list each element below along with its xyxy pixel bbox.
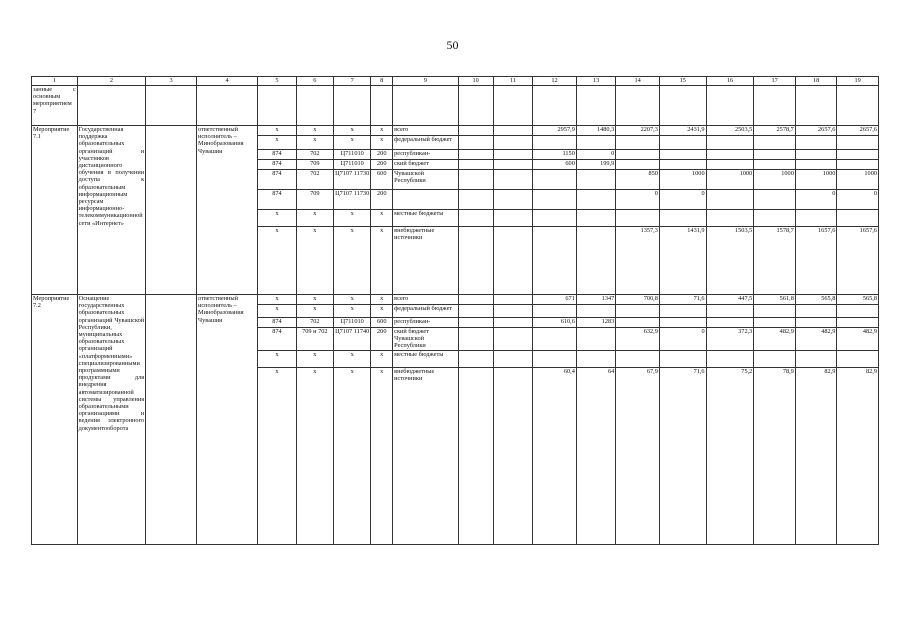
value-cell <box>706 318 754 328</box>
table-row <box>32 295 879 305</box>
code-cell: x <box>296 126 333 136</box>
funding-source: федеральный бюджет <box>393 136 458 150</box>
measure-label: Мероприятие 7.2 <box>32 295 78 545</box>
code-cell: 200 <box>371 190 393 210</box>
code-cell: 874 <box>258 328 296 351</box>
intro-text: занные с основным мероприятием 7 <box>32 86 78 126</box>
value-cell <box>795 318 837 328</box>
value-cell <box>533 328 577 351</box>
value-cell <box>458 295 493 305</box>
value-cell: 75,2 <box>706 367 754 544</box>
code-cell: 702 <box>296 170 333 190</box>
value-cell: 700,8 <box>616 295 660 305</box>
code-cell: x <box>296 227 333 295</box>
funding-source: внебюджетные источники <box>393 367 458 544</box>
value-cell <box>706 160 754 170</box>
budget-table <box>31 76 879 545</box>
code-cell: 709 <box>296 190 333 210</box>
value-cell <box>458 350 493 367</box>
value-cell: 1000 <box>837 170 879 190</box>
value-cell <box>659 160 706 170</box>
table-cell <box>258 86 296 126</box>
funding-source: республикан- <box>393 318 458 328</box>
value-cell: 372,3 <box>706 328 754 351</box>
funding-source: местные бюджеты <box>393 210 458 227</box>
table-row <box>32 126 879 136</box>
value-cell: 600 <box>533 160 577 170</box>
value-cell: 482,9 <box>795 328 837 351</box>
column-header: 17 <box>754 77 796 86</box>
code-cell: x <box>258 210 296 227</box>
value-cell <box>493 367 532 544</box>
value-cell: 2657,6 <box>795 126 837 136</box>
value-cell <box>616 160 660 170</box>
value-cell <box>754 350 796 367</box>
funding-source: местные бюджеты <box>393 350 458 367</box>
column-header: 2 <box>77 77 146 86</box>
value-cell <box>458 170 493 190</box>
code-cell: Ц7107 11740 <box>334 328 371 351</box>
value-cell: 1150 <box>533 150 577 160</box>
column-header: 7 <box>334 77 371 86</box>
value-cell <box>533 350 577 367</box>
value-cell <box>458 328 493 351</box>
value-cell <box>493 318 532 328</box>
code-cell: 874 <box>258 318 296 328</box>
value-cell <box>837 305 879 318</box>
code-cell: x <box>296 210 333 227</box>
value-cell <box>493 210 532 227</box>
value-cell <box>616 318 660 328</box>
value-cell <box>458 318 493 328</box>
column-header: 10 <box>458 77 493 86</box>
value-cell <box>458 190 493 210</box>
value-cell <box>576 305 615 318</box>
value-cell: 2503,5 <box>706 126 754 136</box>
value-cell <box>576 190 615 210</box>
code-cell: x <box>334 305 371 318</box>
code-cell: x <box>371 350 393 367</box>
code-cell: x <box>371 227 393 295</box>
code-cell: x <box>334 227 371 295</box>
value-cell <box>659 350 706 367</box>
value-cell <box>616 305 660 318</box>
value-cell <box>576 136 615 150</box>
value-cell: 850 <box>616 170 660 190</box>
value-cell <box>493 170 532 190</box>
value-cell <box>616 210 660 227</box>
value-cell <box>493 305 532 318</box>
code-cell: 200 <box>371 328 393 351</box>
value-cell: 82,9 <box>837 367 879 544</box>
value-cell: 2957,9 <box>533 126 577 136</box>
code-cell: Ц7107 11730 <box>334 170 371 190</box>
table-cell <box>706 86 754 126</box>
empty-cell <box>146 126 197 295</box>
value-cell <box>659 150 706 160</box>
value-cell <box>576 350 615 367</box>
value-cell: 1657,6 <box>837 227 879 295</box>
value-cell: 561,8 <box>754 295 796 305</box>
page-number: 50 <box>446 38 459 52</box>
value-cell <box>795 136 837 150</box>
table-cell <box>371 86 393 126</box>
value-cell <box>754 210 796 227</box>
value-cell <box>795 305 837 318</box>
code-cell: Ц711010 <box>334 318 371 328</box>
column-header: 12 <box>533 77 577 86</box>
value-cell: 1000 <box>754 170 796 190</box>
funding-source: Чувашской Республики <box>393 170 458 190</box>
value-cell <box>533 136 577 150</box>
value-cell: 1657,6 <box>795 227 837 295</box>
value-cell <box>795 160 837 170</box>
value-cell <box>533 190 577 210</box>
value-cell <box>493 126 532 136</box>
value-cell <box>458 227 493 295</box>
code-cell: x <box>258 295 296 305</box>
table-cell <box>296 86 333 126</box>
code-cell: x <box>334 350 371 367</box>
code-cell: 709 и 702 <box>296 328 333 351</box>
value-cell: 1578,7 <box>754 227 796 295</box>
value-cell <box>706 190 754 210</box>
value-cell: 1000 <box>706 170 754 190</box>
measure-label: Мероприятие 7.1 <box>32 126 78 295</box>
intro-row <box>32 86 879 126</box>
funding-source: ский бюджет <box>393 160 458 170</box>
measure-name: Оснащение государственных образовательных организаций Чувашской Республики, муниципальных образовательных организаций «платформенными» специализированными программными продуктами для внедрения автоматизированной системы управления образовательными организациями и ведения электронного документооборота <box>77 295 146 545</box>
code-cell: 874 <box>258 150 296 160</box>
value-cell <box>837 210 879 227</box>
value-cell <box>458 150 493 160</box>
column-header: 11 <box>493 77 532 86</box>
table-cell <box>493 86 532 126</box>
code-cell: 600 <box>371 318 393 328</box>
value-cell <box>616 350 660 367</box>
measure-executor: ответственный исполнитель – Минобразования Чувашии <box>197 126 258 295</box>
value-cell <box>659 305 706 318</box>
column-header: 5 <box>258 77 296 86</box>
column-header: 4 <box>197 77 258 86</box>
table-cell <box>795 86 837 126</box>
column-header: 19 <box>837 77 879 86</box>
value-cell <box>706 136 754 150</box>
value-cell: 1357,3 <box>616 227 660 295</box>
value-cell <box>837 318 879 328</box>
table-cell <box>334 86 371 126</box>
value-cell <box>458 367 493 544</box>
value-cell <box>576 170 615 190</box>
value-cell: 2207,3 <box>616 126 660 136</box>
value-cell <box>616 150 660 160</box>
value-cell <box>837 136 879 150</box>
code-cell: x <box>296 350 333 367</box>
measure-name: Государственная поддержка образовательных организаций и участников дистанционного обучения в получении доступа к образовательным информационным ресурсам информационно-телекоммуникационной сети «Интернет» <box>77 126 146 295</box>
code-cell: Ц711010 <box>334 150 371 160</box>
value-cell: 1503,5 <box>706 227 754 295</box>
column-header: 3 <box>146 77 197 86</box>
value-cell: 1347 <box>576 295 615 305</box>
code-cell: 702 <box>296 318 333 328</box>
table-cell <box>837 86 879 126</box>
value-cell: 60,4 <box>533 367 577 544</box>
value-cell <box>533 170 577 190</box>
value-cell: 1431,9 <box>659 227 706 295</box>
funding-source: ский бюджет Чувашской Республики <box>393 328 458 351</box>
column-header: 15 <box>659 77 706 86</box>
value-cell: 1000 <box>659 170 706 190</box>
value-cell: 565,8 <box>837 295 879 305</box>
value-cell <box>754 305 796 318</box>
value-cell: 78,9 <box>754 367 796 544</box>
table-cell <box>533 86 577 126</box>
value-cell: 447,5 <box>706 295 754 305</box>
table-cell <box>146 86 197 126</box>
value-cell: 1480,3 <box>576 126 615 136</box>
value-cell <box>493 295 532 305</box>
code-cell: 600 <box>371 170 393 190</box>
code-cell: x <box>371 305 393 318</box>
code-cell: x <box>334 126 371 136</box>
value-cell: 0 <box>659 190 706 210</box>
code-cell: 200 <box>371 150 393 160</box>
column-header: 13 <box>576 77 615 86</box>
value-cell <box>458 305 493 318</box>
value-cell: 2578,7 <box>754 126 796 136</box>
value-cell <box>754 190 796 210</box>
value-cell: 199,9 <box>576 160 615 170</box>
code-cell: x <box>258 367 296 544</box>
funding-source: всего <box>393 126 458 136</box>
value-cell <box>576 210 615 227</box>
value-cell <box>754 150 796 160</box>
value-cell <box>754 160 796 170</box>
table-cell <box>659 86 706 126</box>
code-cell: x <box>334 136 371 150</box>
code-cell: x <box>258 350 296 367</box>
value-cell <box>458 160 493 170</box>
table-cell <box>754 86 796 126</box>
value-cell <box>706 150 754 160</box>
code-cell: x <box>296 367 333 544</box>
table-cell <box>393 86 458 126</box>
value-cell <box>493 328 532 351</box>
code-cell: 702 <box>296 150 333 160</box>
table-cell <box>458 86 493 126</box>
value-cell <box>795 210 837 227</box>
value-cell <box>493 136 532 150</box>
code-cell: x <box>258 136 296 150</box>
value-cell <box>837 160 879 170</box>
value-cell <box>706 350 754 367</box>
code-cell: x <box>371 126 393 136</box>
value-cell <box>493 227 532 295</box>
value-cell: 1283 <box>576 318 615 328</box>
code-cell: x <box>296 295 333 305</box>
value-cell <box>754 136 796 150</box>
value-cell: 2431,9 <box>659 126 706 136</box>
value-cell <box>458 210 493 227</box>
code-cell: Ц7107 11730 <box>334 190 371 210</box>
value-cell <box>533 227 577 295</box>
value-cell <box>576 328 615 351</box>
value-cell <box>493 350 532 367</box>
code-cell: x <box>371 136 393 150</box>
measure-executor: ответственный исполнитель – Минобразования Чувашии <box>197 295 258 545</box>
value-cell: 71,6 <box>659 295 706 305</box>
value-cell <box>458 136 493 150</box>
value-cell: 482,9 <box>754 328 796 351</box>
table-cell <box>77 86 146 126</box>
code-cell: Ц711010 <box>334 160 371 170</box>
value-cell: 565,8 <box>795 295 837 305</box>
funding-source: внебюджетные источники <box>393 227 458 295</box>
value-cell: 482,9 <box>837 328 879 351</box>
code-cell: x <box>258 305 296 318</box>
code-cell: x <box>334 295 371 305</box>
value-cell <box>659 136 706 150</box>
value-cell: 610,6 <box>533 318 577 328</box>
code-cell: x <box>371 295 393 305</box>
value-cell: 64 <box>576 367 615 544</box>
table-cell <box>616 86 660 126</box>
value-cell: 71,6 <box>659 367 706 544</box>
value-cell <box>706 210 754 227</box>
funding-source: всего <box>393 295 458 305</box>
funding-source: федеральный бюджет <box>393 305 458 318</box>
code-cell: x <box>258 126 296 136</box>
value-cell <box>493 190 532 210</box>
table-cell <box>576 86 615 126</box>
value-cell: 0 <box>616 190 660 210</box>
table-cell <box>197 86 258 126</box>
value-cell <box>837 350 879 367</box>
value-cell <box>706 305 754 318</box>
column-header: 9 <box>393 77 458 86</box>
value-cell <box>533 210 577 227</box>
value-cell: 67,9 <box>616 367 660 544</box>
value-cell: 671 <box>533 295 577 305</box>
empty-cell <box>146 295 197 545</box>
value-cell <box>837 150 879 160</box>
value-cell: 1000 <box>795 170 837 190</box>
value-cell <box>659 318 706 328</box>
value-cell <box>493 160 532 170</box>
value-cell: 0 <box>576 150 615 160</box>
value-cell <box>616 136 660 150</box>
code-cell: x <box>371 210 393 227</box>
code-cell: 874 <box>258 160 296 170</box>
code-cell: 874 <box>258 190 296 210</box>
value-cell <box>576 227 615 295</box>
column-header: 8 <box>371 77 393 86</box>
value-cell: 0 <box>837 190 879 210</box>
value-cell: 2657,6 <box>837 126 879 136</box>
code-cell: x <box>258 227 296 295</box>
code-cell: x <box>334 210 371 227</box>
code-cell: x <box>296 305 333 318</box>
value-cell: 0 <box>659 328 706 351</box>
value-cell: 632,9 <box>616 328 660 351</box>
value-cell <box>533 305 577 318</box>
code-cell: 709 <box>296 160 333 170</box>
code-cell: 874 <box>258 170 296 190</box>
value-cell: 82,9 <box>795 367 837 544</box>
column-header: 6 <box>296 77 333 86</box>
value-cell <box>659 210 706 227</box>
funding-source: республикан- <box>393 150 458 160</box>
column-header: 18 <box>795 77 837 86</box>
code-cell: x <box>296 136 333 150</box>
column-header: 16 <box>706 77 754 86</box>
value-cell: 0 <box>795 190 837 210</box>
column-header: 14 <box>616 77 660 86</box>
code-cell: 200 <box>371 160 393 170</box>
header-row <box>32 77 879 86</box>
code-cell: x <box>334 367 371 544</box>
value-cell <box>754 318 796 328</box>
funding-source <box>393 190 458 210</box>
code-cell: x <box>371 367 393 544</box>
value-cell <box>795 150 837 160</box>
value-cell <box>458 126 493 136</box>
value-cell <box>493 150 532 160</box>
column-header: 1 <box>32 77 78 86</box>
value-cell <box>795 350 837 367</box>
